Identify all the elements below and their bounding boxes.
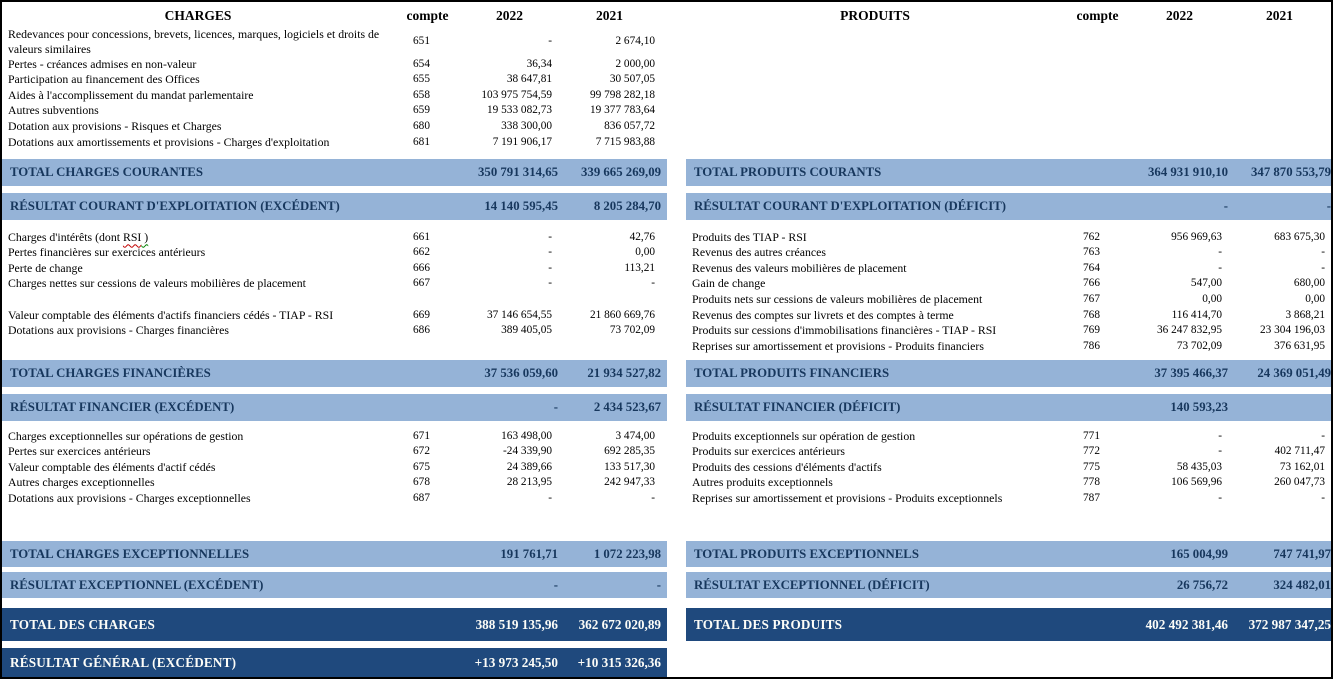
- grammar-underline: ): [141, 229, 149, 244]
- row-label: Reprises sur amortissement et provisions - Produits financiers: [692, 338, 984, 353]
- row-compte: 769: [1083, 324, 1100, 337]
- row-value-2021: 0,00: [1305, 292, 1325, 305]
- row-compte: 662: [413, 246, 430, 259]
- band-value-2021: 324 482,01: [1273, 577, 1331, 592]
- band-value-2021: 347 870 553,79: [1251, 165, 1331, 179]
- row-label: Dotations aux provisions - Charges exceptionnelles: [8, 490, 251, 505]
- produits-exceptionnels-rows: [686, 428, 1331, 506]
- row-label: Charges exceptionnelles sur opérations de gestion: [8, 428, 244, 443]
- resultat-financier-excedent-band: [2, 394, 667, 421]
- table-row: [686, 291, 1331, 307]
- band-value-2022: 165 004,99: [1170, 546, 1228, 561]
- band-value-2022: -: [553, 400, 558, 414]
- row-value-2022: -: [548, 277, 552, 290]
- table-row: [2, 323, 661, 339]
- row-value-2021: 42,76: [629, 230, 655, 243]
- row-compte: 778: [1083, 476, 1100, 489]
- produits-title: PRODUITS: [840, 8, 910, 23]
- table-row: [2, 56, 661, 72]
- row-value-2021: 242 947,33: [604, 476, 655, 489]
- band-value-2022: 14 140 595,45: [484, 199, 558, 213]
- row-label: Revenus des valeurs mobilières de placement: [692, 260, 907, 275]
- table-row: [2, 27, 661, 56]
- row-value-2022: 338 300,00: [501, 119, 552, 132]
- row-compte: 771: [1083, 429, 1100, 442]
- row-compte: 659: [413, 104, 430, 117]
- resultat-financier-deficit-band: [686, 394, 1333, 421]
- row-value-2022: -: [548, 230, 552, 243]
- row-value-2022: 0,00: [1202, 292, 1222, 305]
- band-value-2021: -: [1326, 199, 1331, 213]
- produits-2021-header: 2021: [1266, 8, 1293, 23]
- band-label: RÉSULTAT COURANT D'EXPLOITATION (DÉFICIT): [694, 199, 1007, 213]
- row-value-2022: 103 975 754,59: [481, 88, 552, 101]
- row-compte: 678: [413, 476, 430, 489]
- row-value-2022: 389 405,05: [501, 324, 552, 337]
- row-compte: 786: [1083, 339, 1100, 352]
- row-value-2021: 2 000,00: [615, 57, 655, 70]
- table-row: [686, 444, 1331, 460]
- row-value-2021: -: [651, 491, 655, 504]
- row-value-2022: 58 435,03: [1176, 460, 1222, 473]
- band-value-2021: 2 434 523,67: [593, 400, 661, 414]
- band-label: RÉSULTAT GÉNÉRAL (EXCÉDENT): [10, 654, 237, 670]
- row-compte: 686: [413, 324, 430, 337]
- row-compte: 687: [413, 491, 430, 504]
- row-compte: 675: [413, 460, 430, 473]
- row-label: Produits sur exercices antérieurs: [692, 444, 845, 459]
- row-label: Valeur comptable des éléments d'actif cédés: [8, 459, 216, 474]
- row-label: Produits nets sur cessions de valeurs mobilières de placement: [692, 291, 983, 306]
- band-value-2021: 339 665 269,09: [581, 165, 661, 179]
- table-row: [2, 87, 661, 103]
- row-compte: 671: [413, 429, 430, 442]
- row-value-2022: -: [1218, 445, 1222, 458]
- charges-compte-header: compte: [406, 8, 449, 23]
- row-compte: 766: [1083, 277, 1100, 290]
- row-label: Pertes - créances admises en non-valeur: [8, 56, 197, 71]
- row-label: Pertes sur exercices antérieurs: [8, 444, 151, 459]
- band-label: TOTAL CHARGES COURANTES: [10, 165, 203, 179]
- row-compte: 654: [413, 57, 430, 70]
- row-label: Redevances pour concessions, brevets, licences, marques, logiciels et droits de valeurs similaires: [8, 27, 380, 56]
- band-value-2022: 26 756,72: [1176, 577, 1228, 592]
- band-value-2022: -: [553, 577, 558, 592]
- row-label: Autres charges exceptionnelles: [8, 475, 155, 490]
- produits-header-row: [686, 5, 1333, 27]
- row-compte: 661: [413, 230, 430, 243]
- row-value-2021: 113,21: [624, 261, 655, 274]
- total-charges-exceptionnelles-band: [2, 541, 667, 567]
- band-label: RÉSULTAT EXCEPTIONNEL (DÉFICIT): [694, 577, 930, 592]
- charges-exceptionnelles-rows: [2, 428, 661, 506]
- row-label: Produits sur cessions d'immobilisations financières - TIAP - RSI: [692, 323, 997, 338]
- total-produits-financiers-band: [686, 360, 1333, 387]
- row-value-2021: 836 057,72: [604, 119, 655, 132]
- row-compte: 651: [413, 35, 430, 48]
- row-value-2022: 36,34: [526, 57, 552, 70]
- band-label: TOTAL PRODUITS COURANTS: [694, 165, 882, 179]
- band-value-2021: 747 741,97: [1273, 546, 1331, 561]
- row-value-2021: -: [1321, 491, 1325, 504]
- row-value-2022: 547,00: [1190, 277, 1222, 290]
- row-label: Revenus des comptes sur livrets et des comptes à terme: [692, 307, 954, 322]
- row-compte: 767: [1083, 292, 1100, 305]
- row-value-2022: -: [1218, 261, 1222, 274]
- band-value-2022: 388 519 135,96: [475, 616, 558, 632]
- row-value-2022: -: [548, 491, 552, 504]
- row-compte: 787: [1083, 491, 1100, 504]
- band-value-2022: -: [1223, 199, 1228, 213]
- band-label: TOTAL CHARGES EXCEPTIONNELLES: [10, 546, 250, 561]
- resultat-general-excedent-band: [2, 648, 667, 677]
- table-row: [686, 490, 1331, 506]
- total-des-produits-band: [686, 608, 1333, 641]
- band-label: TOTAL DES PRODUITS: [694, 616, 843, 632]
- row-value-2022: 24 389,66: [506, 460, 552, 473]
- band-label: TOTAL CHARGES FINANCIÈRES: [10, 366, 211, 380]
- charges-header-row: [2, 5, 667, 27]
- table-row: [2, 444, 661, 460]
- table-row: [686, 276, 1331, 292]
- row-value-2021: 0,00: [635, 246, 655, 259]
- table-row: [686, 307, 1331, 323]
- row-value-2021: -: [1321, 246, 1325, 259]
- row-label: Dotation aux provisions - Risques et Charges: [8, 118, 222, 133]
- band-value-2021: 21 934 527,82: [587, 366, 661, 380]
- table-row: [2, 134, 661, 150]
- row-value-2021: 30 507,05: [609, 73, 655, 86]
- resultat-exceptionnel-deficit-band: [686, 572, 1333, 598]
- band-value-2021: 24 369 051,49: [1257, 366, 1331, 380]
- table-row: [686, 229, 1331, 245]
- row-label: Autres produits exceptionnels: [692, 475, 833, 490]
- charges-courantes-rows: [2, 27, 661, 150]
- row-label: Reprises sur amortissement et provisions - Produits exceptionnels: [692, 490, 1003, 505]
- row-value-2022: 956 969,63: [1171, 230, 1222, 243]
- table-row: [2, 72, 661, 88]
- row-label: Participation au financement des Offices: [8, 72, 200, 87]
- row-compte: 672: [413, 445, 430, 458]
- row-label: Charges nettes sur cessions de valeurs mobilières de placement: [8, 276, 306, 291]
- row-value-2021: 692 285,35: [604, 445, 655, 458]
- band-label: RÉSULTAT FINANCIER (DÉFICIT): [694, 400, 901, 414]
- charges-2022-header: 2022: [496, 8, 523, 23]
- spacer-row: [2, 291, 661, 307]
- row-value-2021: 73 162,01: [1279, 460, 1325, 473]
- row-compte: 681: [413, 135, 430, 148]
- row-value-2021: 680,00: [1293, 277, 1325, 290]
- band-value-2022: 37 536 059,60: [484, 366, 558, 380]
- table-row: [686, 245, 1331, 261]
- row-compte: 680: [413, 119, 430, 132]
- total-des-charges-band: [2, 608, 667, 641]
- row-value-2022: -: [1218, 429, 1222, 442]
- total-produits-exceptionnels-band: [686, 541, 1333, 567]
- band-value-2021: +10 315 326,36: [577, 654, 661, 670]
- table-row: [686, 323, 1331, 339]
- row-label: Charges d'intérêts (dont RSI ): [8, 229, 149, 244]
- row-value-2021: 402 711,47: [1274, 445, 1325, 458]
- band-value-2022: 364 931 910,10: [1148, 165, 1228, 179]
- row-value-2022: -: [548, 35, 552, 48]
- table-row: [2, 229, 661, 245]
- row-compte: 763: [1083, 246, 1100, 259]
- band-value-2022: 350 791 314,65: [478, 165, 558, 179]
- row-compte: 667: [413, 277, 430, 290]
- table-row: [2, 103, 661, 119]
- produits-2022-header: 2022: [1166, 8, 1193, 23]
- table-row: [2, 307, 661, 323]
- band-label: RÉSULTAT FINANCIER (EXCÉDENT): [10, 400, 235, 414]
- row-value-2022: 163 498,00: [501, 429, 552, 442]
- charges-title: CHARGES: [164, 8, 232, 23]
- row-compte: 666: [413, 261, 430, 274]
- band-label: RÉSULTAT COURANT D'EXPLOITATION (EXCÉDENT): [10, 199, 340, 213]
- band-label: TOTAL PRODUITS EXCEPTIONNELS: [694, 546, 919, 561]
- row-value-2021: 683 675,30: [1274, 230, 1325, 243]
- charges-financieres-rows: [2, 229, 661, 338]
- table-row: [686, 475, 1331, 491]
- row-value-2022: 106 569,96: [1171, 476, 1222, 489]
- band-value-2022: 37 395 466,37: [1154, 366, 1228, 380]
- table-row: [2, 260, 661, 276]
- row-label: Autres subventions: [8, 103, 99, 118]
- band-label: TOTAL DES CHARGES: [10, 616, 156, 632]
- table-row: [2, 428, 661, 444]
- row-label: Dotations aux provisions - Charges financières: [8, 323, 229, 338]
- row-value-2021: -: [651, 277, 655, 290]
- row-value-2021: -: [1321, 429, 1325, 442]
- band-value-2021: -: [656, 577, 661, 592]
- row-value-2021: 73 702,09: [609, 324, 655, 337]
- row-label: Produits des TIAP - RSI: [692, 229, 807, 244]
- row-compte: 772: [1083, 445, 1100, 458]
- row-value-2021: 2 674,10: [615, 35, 655, 48]
- row-compte: 764: [1083, 261, 1100, 274]
- row-value-2022: 36 247 832,95: [1157, 324, 1222, 337]
- band-label: TOTAL PRODUITS FINANCIERS: [694, 366, 890, 380]
- row-label: Produits des cessions d'éléments d'actifs: [692, 459, 882, 474]
- total-charges-financieres-band: [2, 360, 667, 387]
- band-value-2021: 362 672 020,89: [578, 616, 661, 632]
- table-row: [2, 276, 661, 292]
- band-value-2021: 8 205 284,70: [593, 199, 661, 213]
- table-row: [2, 475, 661, 491]
- row-compte: 762: [1083, 230, 1100, 243]
- row-label: Gain de change: [692, 276, 766, 291]
- row-value-2021: 3 474,00: [615, 429, 655, 442]
- row-compte: 775: [1083, 460, 1100, 473]
- row-compte: 658: [413, 88, 430, 101]
- row-label: Dotations aux amortissements et provisions - Charges d'exploitation: [8, 134, 330, 149]
- spellcheck-underline: RSI: [122, 229, 142, 244]
- row-label: Aides à l'accomplissement du mandat parlementaire: [8, 87, 254, 102]
- row-value-2021: -: [1321, 261, 1325, 274]
- row-value-2022: 116 414,70: [1171, 308, 1222, 321]
- row-compte: 768: [1083, 308, 1100, 321]
- row-label: Revenus des autres créances: [692, 245, 826, 260]
- table-row: [686, 338, 1331, 354]
- row-value-2022: 38 647,81: [506, 73, 552, 86]
- row-value-2022: -: [1218, 491, 1222, 504]
- row-value-2021: 99 798 282,18: [590, 88, 655, 101]
- row-value-2022: 19 533 082,73: [487, 104, 552, 117]
- charges-2021-header: 2021: [596, 8, 623, 23]
- row-label: Produits exceptionnels sur opération de gestion: [692, 428, 916, 443]
- band-value-2022: +13 973 245,50: [474, 654, 558, 670]
- row-value-2022: 28 213,95: [506, 476, 552, 489]
- table-row: [2, 490, 661, 506]
- band-value-2021: 372 987 347,25: [1248, 616, 1331, 632]
- row-value-2022: 73 702,09: [1176, 339, 1222, 352]
- row-value-2021: 133 517,30: [604, 460, 655, 473]
- resultat-courant-deficit-band: [686, 193, 1333, 220]
- row-value-2022: -: [548, 246, 552, 259]
- table-row: [2, 118, 661, 134]
- table-row: [686, 428, 1331, 444]
- row-value-2021: 3 868,21: [1285, 308, 1325, 321]
- table-row: [2, 245, 661, 261]
- total-charges-courantes-band: [2, 159, 667, 186]
- produits-financiers-rows: [686, 229, 1331, 354]
- band-value-2022: 402 492 381,46: [1145, 616, 1228, 632]
- row-compte: 655: [413, 73, 430, 86]
- resultat-courant-excedent-band: [2, 193, 667, 220]
- row-compte: 669: [413, 308, 430, 321]
- row-value-2021: 376 631,95: [1274, 339, 1325, 352]
- band-value-2022: 140 593,23: [1170, 400, 1228, 414]
- produits-compte-header: compte: [1076, 8, 1119, 23]
- row-value-2021: 260 047,73: [1274, 476, 1325, 489]
- row-value-2022: 7 191 906,17: [492, 135, 552, 148]
- row-value-2021: 21 860 669,76: [590, 308, 655, 321]
- band-value-2022: 191 761,71: [500, 546, 558, 561]
- row-value-2022: -: [548, 261, 552, 274]
- table-row: [2, 459, 661, 475]
- row-value-2022: 37 146 654,55: [487, 308, 552, 321]
- row-value-2022: -24 339,90: [503, 445, 552, 458]
- row-label: Valeur comptable des éléments d'actifs financiers cédés - TIAP - RSI: [8, 307, 334, 322]
- band-value-2021: 1 072 223,98: [593, 546, 661, 561]
- table-row: [686, 459, 1331, 475]
- band-label: RÉSULTAT EXCEPTIONNEL (EXCÉDENT): [10, 577, 264, 592]
- resultat-exceptionnel-excedent-band: [2, 572, 667, 598]
- row-label: Perte de change: [8, 260, 83, 275]
- table-row: [686, 260, 1331, 276]
- total-produits-courants-band: [686, 159, 1333, 186]
- row-value-2021: 19 377 783,64: [590, 104, 655, 117]
- row-label: Pertes financières sur exercices antérieurs: [8, 245, 206, 260]
- row-value-2021: 7 715 983,88: [595, 135, 655, 148]
- row-value-2021: 23 304 196,03: [1260, 324, 1325, 337]
- row-value-2022: -: [1218, 246, 1222, 259]
